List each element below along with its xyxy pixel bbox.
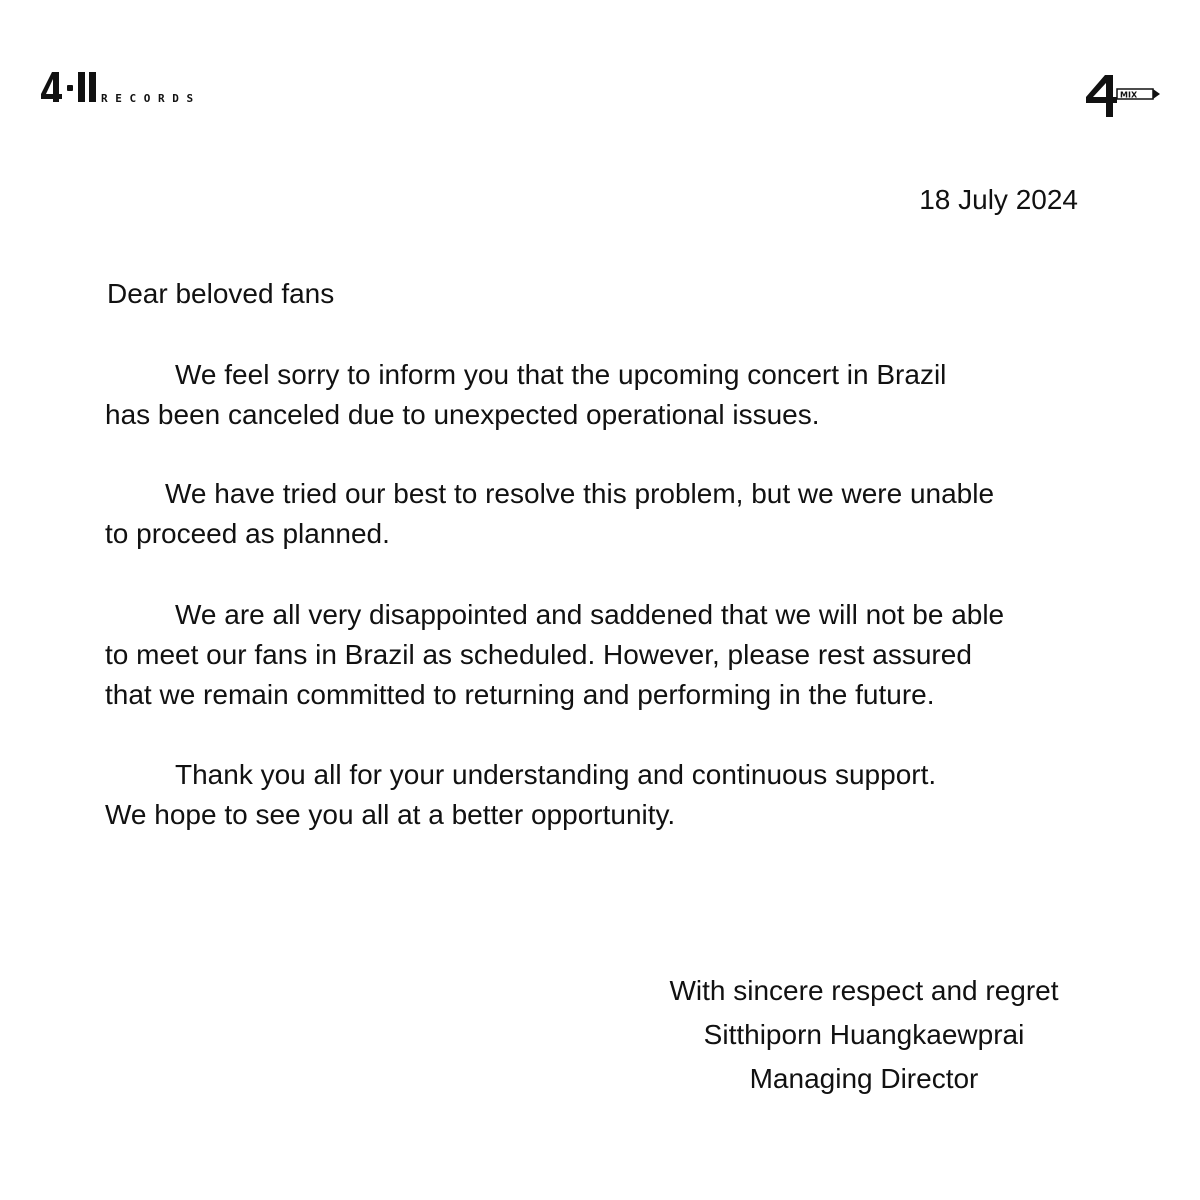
paragraph-3 [105, 595, 1078, 715]
4mix-logo-text: MIX [1120, 90, 1138, 100]
paragraph-3-line-2: to meet our fans in Brazil as scheduled. However, please rest assured [105, 639, 972, 670]
paragraph-1-line-2: has been canceled due to unexpected operational issues. [105, 399, 820, 430]
signatory-name: Sitthiporn Huangkaewprai [703, 1019, 1025, 1050]
paragraph-2-line-2: to proceed as planned. [105, 518, 390, 549]
letter-date: 18 July 2024 [919, 184, 1078, 215]
records-logo-icon [40, 72, 194, 108]
salutation: Dear beloved fans [107, 278, 335, 309]
signatory-title: Managing Director [749, 1063, 979, 1094]
paragraph-2 [105, 474, 1078, 554]
signature-block [620, 969, 1108, 1101]
paragraph-3-line-1: We are all very disappointed and saddened that we will not be able [175, 599, 1005, 630]
signoff: With sincere respect and regret [669, 975, 1059, 1006]
paragraph-1-line-1: We feel sorry to inform you that the upcoming concert in Brazil [175, 359, 947, 390]
paragraph-1 [105, 355, 1078, 435]
paragraph-2-line-1: We have tried our best to resolve this problem, but we were unable [165, 478, 995, 509]
paragraph-3-line-3: that we remain committed to returning and performing in the future. [105, 679, 935, 710]
records-logo-text: R E C O R D S [101, 92, 194, 105]
paragraph-4-line-1: Thank you all for your understanding and continuous support. [175, 759, 937, 790]
4mix-logo-icon [1083, 75, 1161, 117]
paragraph-4-line-2: We hope to see you all at a better opportunity. [105, 799, 676, 830]
paragraph-4 [105, 755, 1078, 835]
